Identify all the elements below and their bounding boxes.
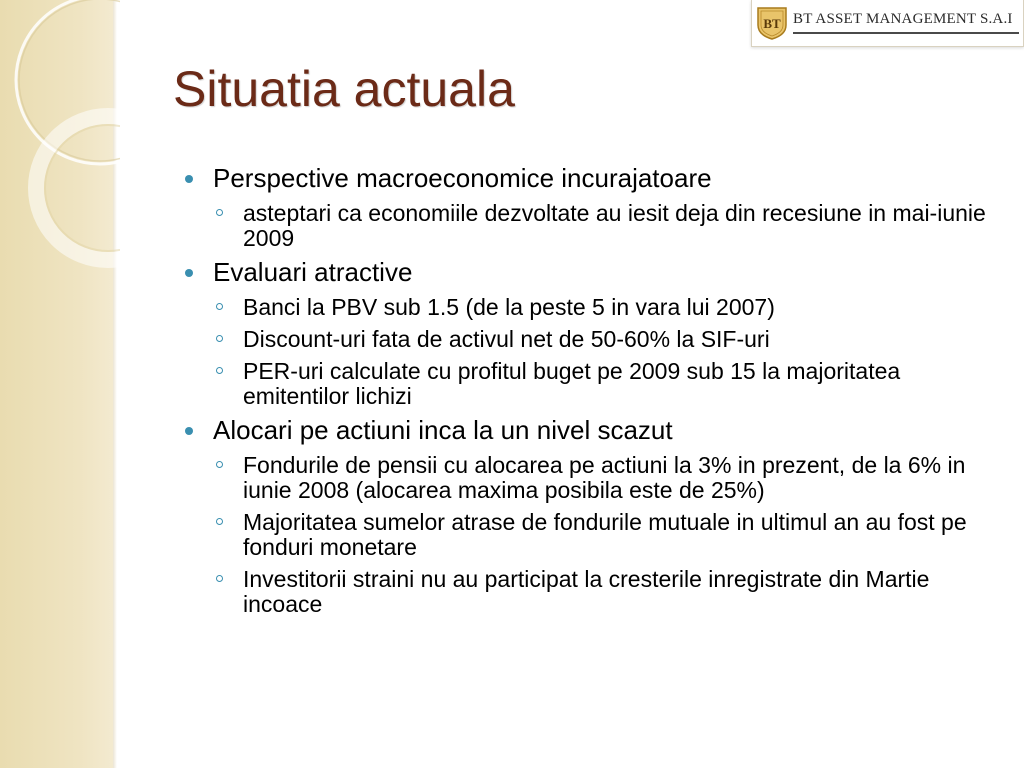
list-item xyxy=(180,510,1000,560)
slide-title: Situatia actuala xyxy=(173,61,515,117)
logo-emblem-text: BT xyxy=(763,16,781,31)
list-item-text: PER-uri calculate cu profitul buget pe 2009 sub 15 la majoritatea emitentilor lichizi xyxy=(243,358,901,409)
bullet-ring-icon xyxy=(216,518,223,525)
list-item xyxy=(180,359,1000,409)
decorative-circles xyxy=(0,0,120,290)
list-item-text: Discount-uri fata de activul net de 50-60% la SIF-uri xyxy=(243,326,770,352)
section-heading xyxy=(180,257,1000,288)
bullet-ring-icon xyxy=(216,209,223,216)
list-item xyxy=(180,201,1000,251)
list-item xyxy=(180,327,1000,352)
logo-company-name: BT ASSET MANAGEMENT S.A.I xyxy=(793,11,1013,27)
list-item-text: Fondurile de pensii cu alocarea pe actiuni la 3% in prezent, de la 6% in iunie 2008 (alocarea maxima posibila este de 25%) xyxy=(243,452,966,503)
slide-content xyxy=(180,163,1000,617)
section-heading xyxy=(180,415,1000,446)
list-item xyxy=(180,567,1000,617)
logo-underline xyxy=(793,32,1019,34)
section-heading-text: Alocari pe actiuni inca la un nivel scazut xyxy=(213,415,673,445)
list-item-text: Investitorii straini nu au participat la cresterile inregistrate din Martie incoace xyxy=(243,566,930,617)
company-logo xyxy=(751,0,1024,47)
section-heading-text: Perspective macroeconomice incurajatoare xyxy=(213,163,712,193)
bullet-ring-icon xyxy=(216,575,223,582)
bullet-ring-icon xyxy=(216,335,223,342)
bullet-dot-icon xyxy=(185,427,193,435)
section-heading xyxy=(180,163,1000,194)
bullet-ring-icon xyxy=(216,367,223,374)
bullet-dot-icon xyxy=(185,175,193,183)
list-item xyxy=(180,453,1000,503)
bullet-ring-icon xyxy=(216,461,223,468)
list-item xyxy=(180,295,1000,320)
bullet-dot-icon xyxy=(185,269,193,277)
bullet-ring-icon xyxy=(216,303,223,310)
list-item-text: Majoritatea sumelor atrase de fondurile mutuale in ultimul an au fost pe fonduri monetare xyxy=(243,509,967,560)
list-item-text: Banci la PBV sub 1.5 (de la peste 5 in vara lui 2007) xyxy=(243,294,775,320)
shield-emblem-icon xyxy=(755,5,789,41)
list-item-text: asteptari ca economiile dezvoltate au iesit deja din recesiune in mai-iunie 2009 xyxy=(243,200,986,251)
section-heading-text: Evaluari atractive xyxy=(213,257,413,287)
